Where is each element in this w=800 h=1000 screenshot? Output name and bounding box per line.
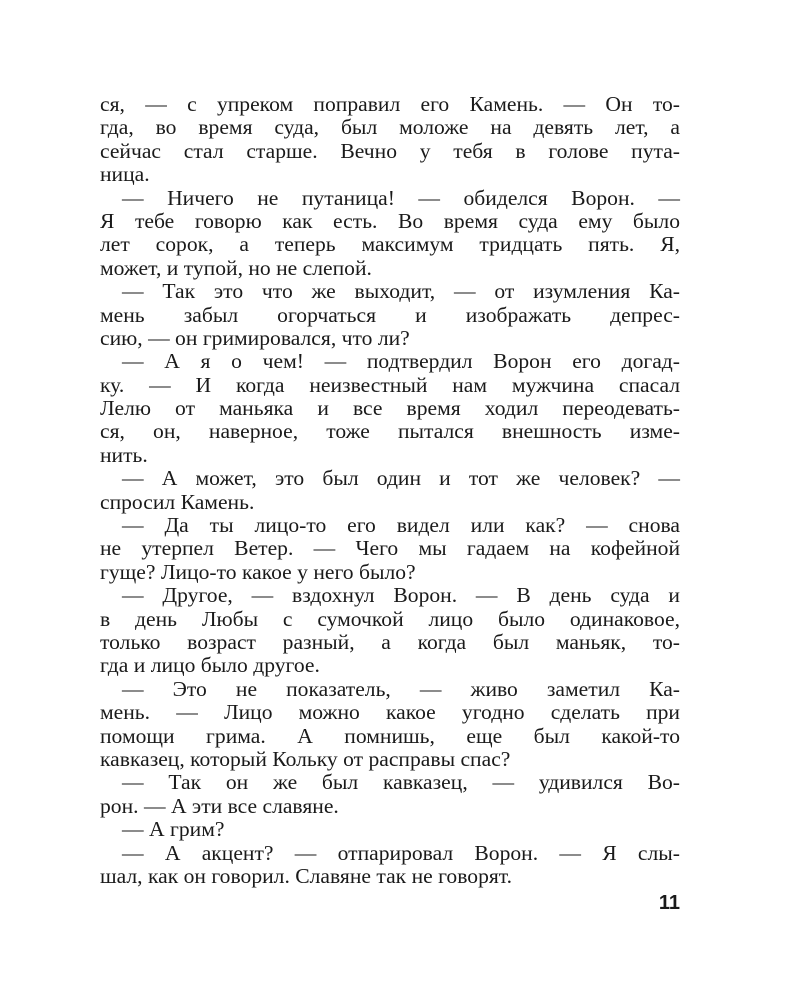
text-line: спросил Камень.: [100, 489, 255, 514]
text-line: — Да ты лицо-то его видел или как? — снова: [122, 513, 680, 538]
text-line: мень забыл огорчаться и изображать депрес-: [100, 302, 680, 327]
text-line: шал, как он говорил. Славяне так не говорят.: [100, 863, 513, 888]
text-line: Я тебе говорю как есть. Во время суда ему было: [100, 208, 680, 233]
text-line: — Так это что же выходит, — от изумления Ка-: [122, 279, 680, 304]
text-line: сейчас стал старше. Вечно у тебя в голове пута-: [100, 138, 680, 163]
text-line: — А грим?: [122, 817, 225, 842]
text-line: только возраст разный, а когда был маньяк, то-: [100, 629, 680, 654]
text-line: — А я о чем! — подтвердил Ворон его догад-: [122, 349, 680, 374]
text-line: — Так он же был кавказец, — удивился Во-: [122, 770, 680, 795]
text-line: сию, — он гримировался, что ли?: [100, 325, 410, 350]
text-line: мень. — Лицо можно какое угодно сделать при: [100, 700, 680, 725]
text-line: ся, — с упреком поправил его Камень. — Он то-: [100, 92, 680, 116]
text-line: в день Любы с сумочкой лицо было одинаковое,: [100, 606, 680, 631]
text-line: лет сорок, а теперь максимум тридцать пять. Я,: [100, 232, 680, 257]
text-line: ся, он, наверное, тоже пытался внешность изме-: [100, 419, 680, 444]
text-line: помощи грима. А помнишь, еще был какой-то: [100, 723, 680, 748]
text-line: гуще? Лицо-то какое у него было?: [100, 559, 416, 584]
text-line: может, и тупой, но не слепой.: [100, 255, 372, 280]
text-line: гда и лицо было другое.: [100, 653, 320, 678]
text-line: — Ничего не путаница! — обиделся Ворон. —: [122, 185, 680, 210]
page-number: 11: [658, 892, 680, 914]
text-line: кавказец, который Кольку от расправы спас?: [100, 746, 511, 771]
body-text: [100, 93, 680, 888]
text-line: — А акцент? — отпарировал Ворон. — Я слы-: [122, 840, 680, 865]
text-line: гда, во время суда, был моложе на девять лет, а: [100, 115, 680, 140]
text-line: рон. — А эти все славяне.: [100, 793, 339, 818]
text-line: нить.: [100, 442, 148, 467]
text-line: ку. — И когда неизвестный нам мужчина спасал: [100, 372, 680, 397]
text-line: — А может, это был один и тот же человек? —: [122, 466, 680, 491]
text-line: не утерпел Ветер. — Чего мы гадаем на кофейной: [100, 536, 680, 561]
text-line: — Другое, — вздохнул Ворон. — В день суда и: [122, 583, 680, 608]
text-line: ница.: [100, 162, 150, 187]
text-line: — Это не показатель, — живо заметил Ка-: [122, 676, 680, 701]
text-line: Лелю от маньяка и все время ходил переодевать-: [100, 396, 680, 421]
